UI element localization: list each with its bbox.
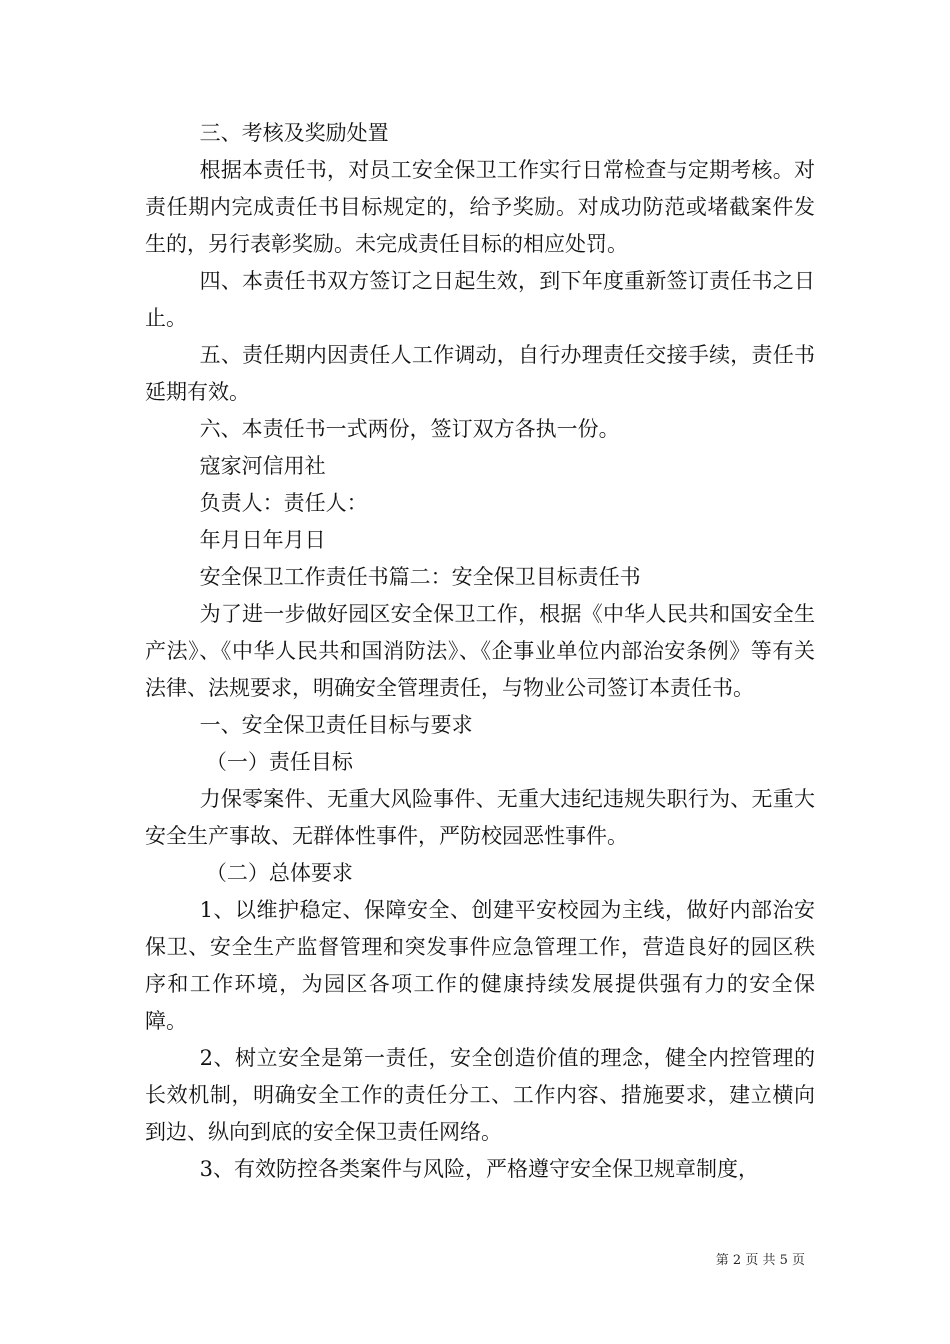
- paragraph-transfer: 五、责任期内因责任人工作调动，自行办理责任交接手续，责任书延期有效。: [145, 343, 815, 404]
- document-body: [145, 115, 815, 1188]
- date-line: 年月日年月日: [199, 528, 326, 552]
- section-heading-assessment: 三、考核及奖励处置: [199, 121, 389, 145]
- list-item-requirement-3: 3、有效防控各类案件与风险，严格遵守安全保卫规章制度，: [199, 1157, 759, 1181]
- subheading-general-requirements: （二）总体要求: [205, 861, 353, 885]
- signatory-line: 负责人：责任人：: [199, 491, 368, 515]
- paragraph-copies: 六、本责任书一式两份，签订双方各执一份。: [199, 417, 620, 441]
- paragraph-intro: 为了进一步做好园区安全保卫工作，根据《中华人民共和国安全生产法》、《中华人民共和国消防法》、《企事业单位内部治安条例》等有关法律、法规要求，明确安全管理责任，与物业公司签订本责任书。: [145, 602, 815, 700]
- organization-name: 寇家河信用社: [199, 454, 326, 478]
- list-item-requirement-1: 1、以维护稳定、保障安全、创建平安校园为主线，做好内部治安保卫、安全生产监督管理和突发事件应急管理工作，营造良好的园区秩序和工作环境，为园区各项工作的健康持续发展提供强有力的安全保障。: [145, 898, 815, 1033]
- paragraph-goal: 力保零案件、无重大风险事件、无重大违纪违规失职行为、无重大安全生产事故、无群体性事件，严防校园恶性事件。: [145, 787, 815, 848]
- subheading-responsibility-goal: （一）责任目标: [205, 750, 353, 774]
- article-title: 安全保卫工作责任书篇二：安全保卫目标责任书: [199, 565, 641, 589]
- section-heading-goals: 一、安全保卫责任目标与要求: [199, 713, 473, 737]
- paragraph-effective-date: 四、本责任书双方签订之日起生效，到下年度重新签订责任书之日止。: [145, 269, 815, 330]
- page-number-footer: 第 2 页 共 5 页: [715, 1253, 805, 1268]
- paragraph-assessment: 根据本责任书，对员工安全保卫工作实行日常检查与定期考核。对责任期内完成责任书目标规定的，给予奖励。对成功防范或堵截案件发生的，另行表彰奖励。未完成责任目标的相应处罚。: [145, 158, 815, 256]
- list-item-requirement-2: 2、树立安全是第一责任，安全创造价值的理念，健全内控管理的长效机制，明确安全工作的责任分工、工作内容、措施要求，建立横向到边、纵向到底的安全保卫责任网络。: [145, 1046, 815, 1144]
